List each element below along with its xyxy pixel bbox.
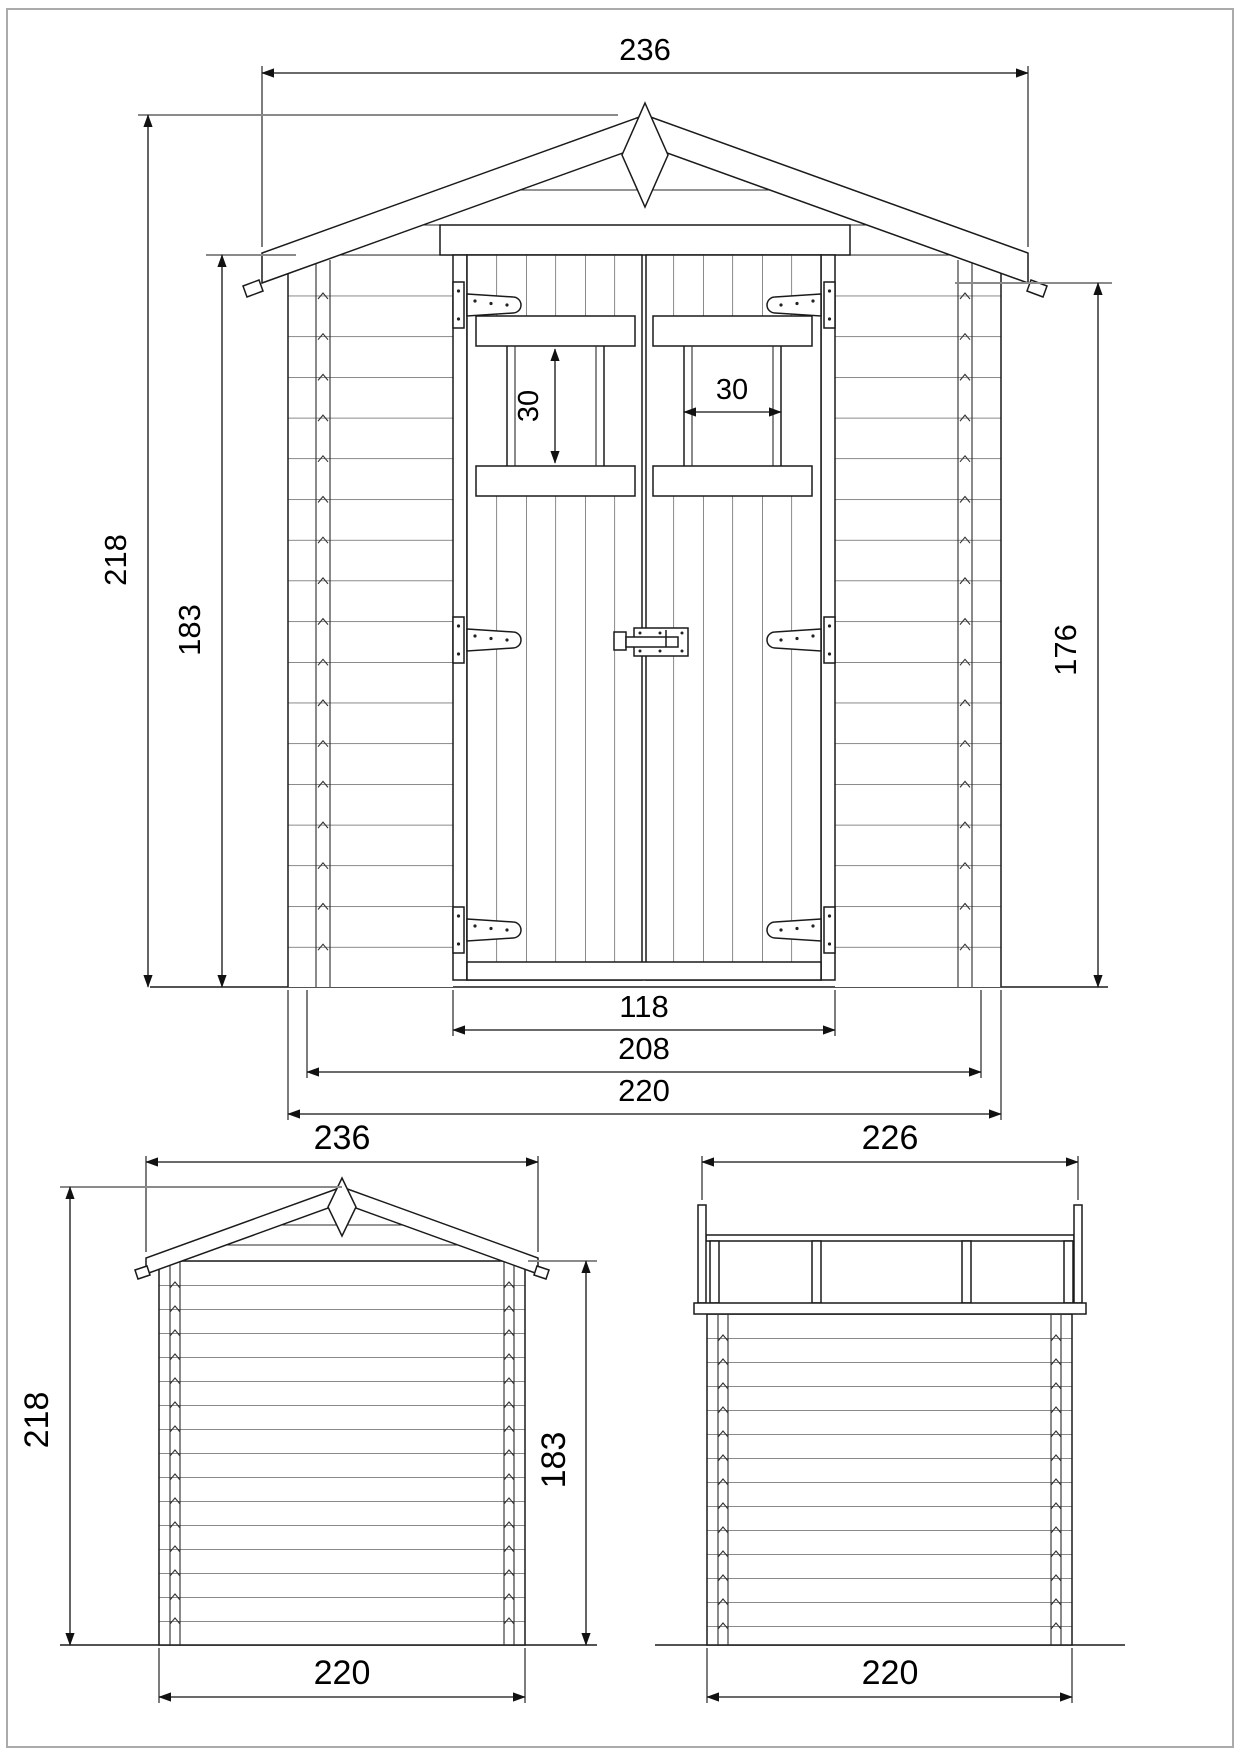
dim-label: 208 bbox=[618, 1031, 670, 1066]
roof-post bbox=[1064, 1241, 1073, 1303]
dim-label: 236 bbox=[313, 1119, 371, 1157]
roof-post bbox=[710, 1241, 719, 1303]
rear-wall bbox=[707, 1314, 1072, 1645]
dim-label: 220 bbox=[618, 1073, 670, 1108]
side-wall bbox=[159, 1261, 525, 1645]
dim-label: 30 bbox=[715, 374, 749, 406]
dim-label: 183 bbox=[535, 1431, 573, 1489]
dim-label: 176 bbox=[1048, 624, 1083, 676]
dim-label: 218 bbox=[18, 1391, 56, 1449]
dim-label: 226 bbox=[861, 1119, 919, 1157]
dim-label: 218 bbox=[98, 534, 133, 586]
ridge-band bbox=[706, 1235, 1074, 1241]
dim-label: 220 bbox=[313, 1654, 371, 1692]
fascia-edge bbox=[1074, 1205, 1082, 1303]
front-right-wall bbox=[835, 255, 1001, 987]
dim-label: 183 bbox=[172, 604, 207, 656]
door-header-board bbox=[440, 225, 850, 255]
door-threshold bbox=[467, 962, 821, 980]
front-left-wall bbox=[288, 255, 453, 987]
fascia-edge bbox=[698, 1205, 706, 1303]
roof-post bbox=[812, 1241, 821, 1303]
dim-label: 30 bbox=[513, 389, 545, 423]
roof-deck-edge bbox=[694, 1303, 1086, 1314]
roof-post bbox=[962, 1241, 971, 1303]
dim-label: 220 bbox=[861, 1654, 919, 1692]
dim-label: 236 bbox=[619, 32, 671, 67]
dim-label: 118 bbox=[619, 989, 669, 1024]
